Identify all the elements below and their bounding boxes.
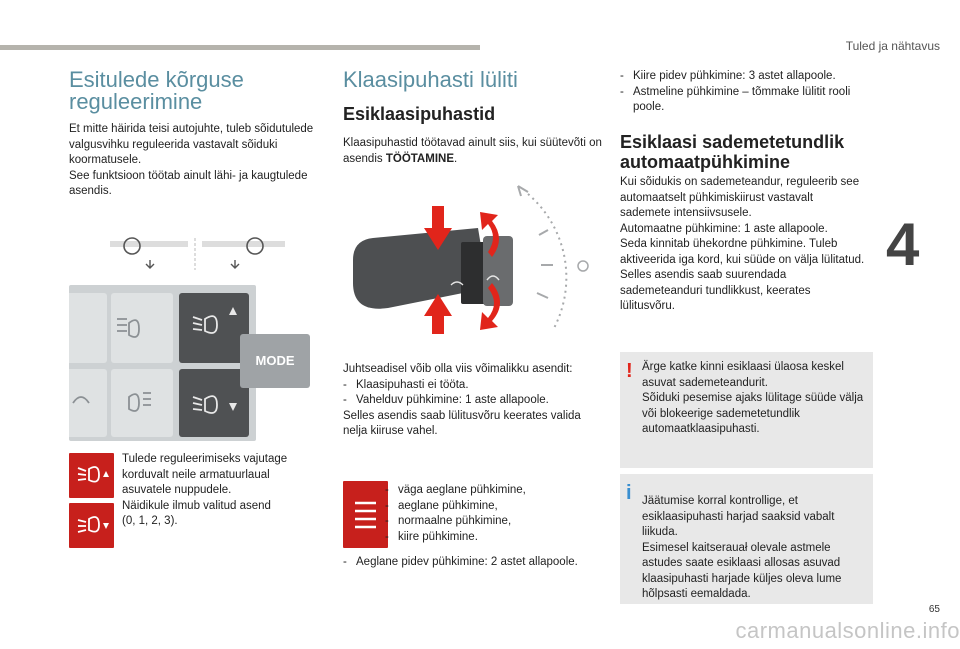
rain-sensor-title: [620, 132, 880, 172]
warning-icon: !: [626, 360, 633, 382]
positions-note: Selles asendis saab lülitusvõru keerates valida nelja kiiruse vahel.: [343, 409, 581, 437]
fog-light-rear-icon: [129, 394, 139, 411]
positions-list: [343, 378, 603, 409]
headlamp-levels-illustration: [110, 234, 285, 274]
left-paragraph-2: See funktsioon töötab ainult lähi- ja kaugtulede asendis.: [69, 169, 308, 197]
wiper-switch-title: Klaasipuhasti lüliti: [343, 67, 518, 92]
info-text-1: Jäätumise korral kontrollige, et esiklaasipuhasti harjad saaksid vabalt liikuda.: [642, 495, 835, 538]
left-caption: [122, 452, 307, 530]
fast-continuous-item: - Kiire pidev pühkimine: 3 astet allapoole.: [620, 69, 880, 85]
section-title: Tuled ja nähtavus: [845, 39, 940, 53]
left-caption-2: Näidikule ilmub valitud asend: [122, 499, 271, 512]
slow-continuous-item: - Aeglane pidev pühkimine: 2 astet allapoole.: [343, 555, 613, 571]
position-item: - Vahelduv pühkimine: 1 aste allapoole.: [343, 393, 603, 409]
left-paragraph-1: Et mitte häirida teisi autojuhte, tuleb sõidutulede valgusvihku reguleerida vastavalt sõiduki koormatusele.: [69, 123, 314, 166]
windscreen-wipers-subtitle: Esiklaasipuhastid: [343, 104, 496, 124]
wiper-speed-icon: [343, 481, 388, 548]
single-wipe-item: - Astmeline pühkimine – tõmmake lülitit rooli poole.: [620, 85, 880, 116]
info-text-2: Esimesel kaitserauał olevale astmele astudes saate esiklaasi allosas asuvad klaasipuhasti harjade küljes oleva lume hõlpsasti eemaldada.: [642, 541, 842, 600]
page-number: 65: [928, 604, 940, 615]
left-title: [69, 69, 309, 113]
headlamp-up-icon: [205, 316, 217, 333]
rain-sensor-title-line1: Esiklaasi sademetetundlik: [620, 132, 845, 152]
wiper-stalk-illustration: [343, 180, 603, 350]
warning-text-2: Sõiduki pesemise ajaks lülitage süüde välja või blokeerige sademetetundlik automaatklaasipuhasti.: [642, 392, 864, 435]
header-rule: [0, 45, 480, 50]
speed-list-block: [385, 483, 600, 545]
speed-item: - kiire pühkimine.: [385, 530, 600, 546]
left-title-line1: Esitulede kõrguse: [69, 67, 244, 92]
headlamp-down-icon: [205, 396, 217, 413]
wiper-intro: [343, 136, 603, 167]
speed-list: [385, 483, 600, 545]
rain-sensor-title-line2: automaatpühkimine: [620, 152, 791, 172]
right-top-list: [620, 69, 880, 116]
wiper-intro-text: Klaasipuhastid töötavad ainult siis, kui süütevõti on asendis: [343, 137, 602, 165]
left-title-line2: reguleerimine: [69, 89, 203, 114]
wiper-icon: [73, 397, 89, 403]
rain-sensor-para-3: Seda kinnitab ühekordne pühkimine. Tuleb aktiveerida iga kord, kui süüde on välja lülitatud.: [620, 238, 865, 266]
info-box: [620, 474, 873, 604]
fog-light-front-icon: [129, 320, 139, 337]
arrow-down-icon: [424, 294, 452, 334]
rain-sensor-para-1: Kui sõidukis on sademeteandur, reguleerib see automaatselt pühkimiskiirust vastavalt sademete intensiivsusele.: [620, 176, 860, 219]
speed-item: - aeglane pühkimine,: [385, 499, 600, 515]
wiper-intro-end: .: [454, 152, 458, 165]
left-intro: [69, 122, 324, 200]
headlamp-up-button-icon: [69, 453, 114, 498]
speed-item: - väga aeglane pühkimine,: [385, 483, 600, 499]
slow-continuous-block: [343, 555, 613, 571]
warning-text-1: Ärge katke kinni esiklaasi ülaosa keskel asuvat sademeteandurit.: [642, 361, 844, 389]
dashboard-button-panel: [69, 285, 256, 441]
positions-intro: Juhtseadisel võib olla viis võimalikku asendit:: [343, 363, 573, 375]
rain-sensor-para-2: Automaatne pühkimine: 1 aste allapoole.: [620, 222, 828, 235]
info-icon: i: [626, 482, 632, 504]
left-caption-3: (0, 1, 2, 3).: [122, 515, 178, 527]
mode-button[interactable]: MODE: [240, 334, 310, 388]
chapter-number: 4: [886, 211, 920, 278]
position-item: - Klaasipuhasti ei tööta.: [343, 378, 603, 394]
triangle-down-icon: [229, 403, 237, 411]
rain-sensor-text: [620, 175, 865, 315]
left-caption-1: Tulede reguleerimiseks vajutage korduvalt neile armatuurlaual asuvatele nuppudele.: [122, 453, 288, 496]
positions-block: [343, 362, 603, 440]
watermark: carmanualsonline.info: [735, 618, 960, 643]
triangle-up-icon: [229, 307, 237, 315]
headlamp-down-button-icon: [69, 503, 114, 548]
rain-sensor-para-4: Selles asendis saab suurendada sademeteanduri tundlikkust, keerates lülitusvõru.: [620, 269, 811, 312]
speed-item: - normaalne pühkimine,: [385, 514, 600, 530]
warning-box: [620, 352, 873, 468]
ignition-position: TÖÖTAMINE: [385, 152, 454, 165]
